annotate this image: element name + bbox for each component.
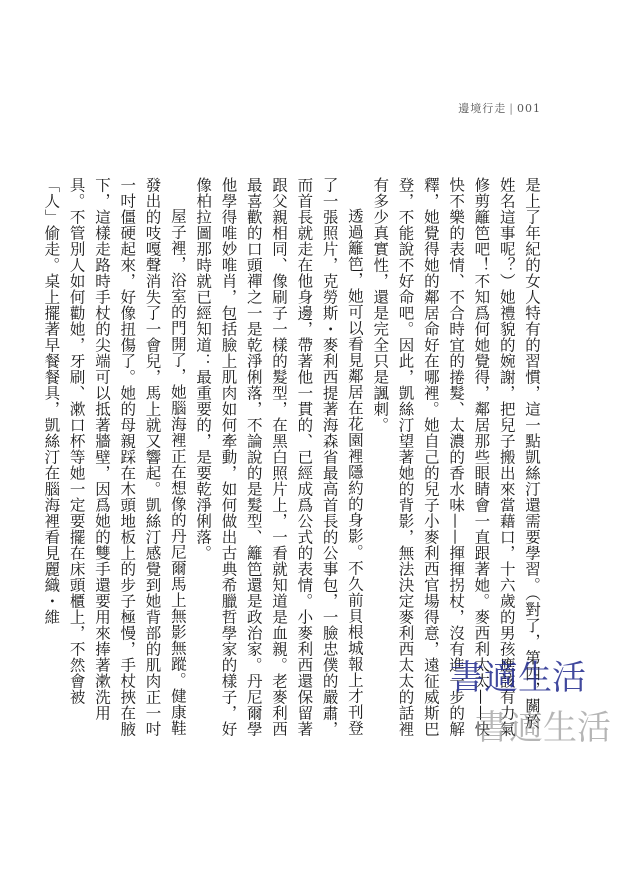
watermark-gray: 書適生活 — [475, 708, 611, 748]
paragraph-3: 屋子裡，浴室的門開了，她腦海裡正在想像的丹尼爾馬上無影無蹤。健康鞋發出的吱嘎聲消失了一會兒，馬上就又響起。凱絲汀感覺到她背部的肌肉正一吋一吋僵硬起來，好像扭傷了。她的母親踩在木頭地板上的步子極慢，手杖挾在腋下，這樣走路時手杖的尖端可以抵著牆壁，因爲她的雙手還要用來捧著漱洗用具。不管別人如何勸她，牙刷、漱口杯等她一定要擺在床頭櫃上，不然會被「人」偷走。桌上擺著早餐餐具，凱絲汀在腦海裡看見麗織・維 — [42, 177, 187, 737]
paragraph-1: 是上了年紀的女人特有的習慣，這一點凱絲汀還需要學習。（對了，第四，關於姓名這事呢？）她禮貌的婉謝，把兒子搬出來當藉口，十六歲的男孩應該有力氣修剪籬笆吧！不知爲何她覺得，鄰居那些眼睛會一直跟著她。麥西利太太——快快不樂的表情、不合時宜的捲髮、太濃的香水味——揮揮拐杖，沒有進一步的解釋，她覺得她的鄰居命好在哪裡。她自己的兒子小麥利西官場得意，遠征威斯巴登，不能說不好命吧。因此，凱絲汀望著她的背影，無法決定麥利西太太的話裡有多少真實性，還是完全只是諷刺。 — [371, 177, 541, 737]
running-header — [458, 100, 541, 116]
page-number: 001 — [517, 102, 541, 115]
book-title: 邊境行走 — [458, 102, 507, 115]
paragraph-2: 透過籬笆，她可以看見鄰居在花園裡隱約的身影。不久前貝根城報上才刊登了一張照片，克勞斯・麥利西提著海森省最高首長的公事包，一臉忠僕的嚴肅，而首長就走在他身邊，帶著他一貫的、已經成爲公式的表情。小麥利西還保留著跟父親相同、像刷子一樣的髮型，在黑白照片上，一看就知道是血親。老麥利西最喜歡的口頭禪之一是乾淨俐落，不論說的是髮型、籬笆還是政治家。丹尼爾學他學得唯妙唯肖，包括臉上肌肉如何牽動，如何做出古典希臘哲學家的樣子，好像柏拉圖那時就已經知道：最重要的，是要乾淨俐落。 — [194, 177, 364, 737]
header-separator: | — [509, 102, 514, 115]
watermark-blue: 書適生活 — [450, 658, 586, 698]
